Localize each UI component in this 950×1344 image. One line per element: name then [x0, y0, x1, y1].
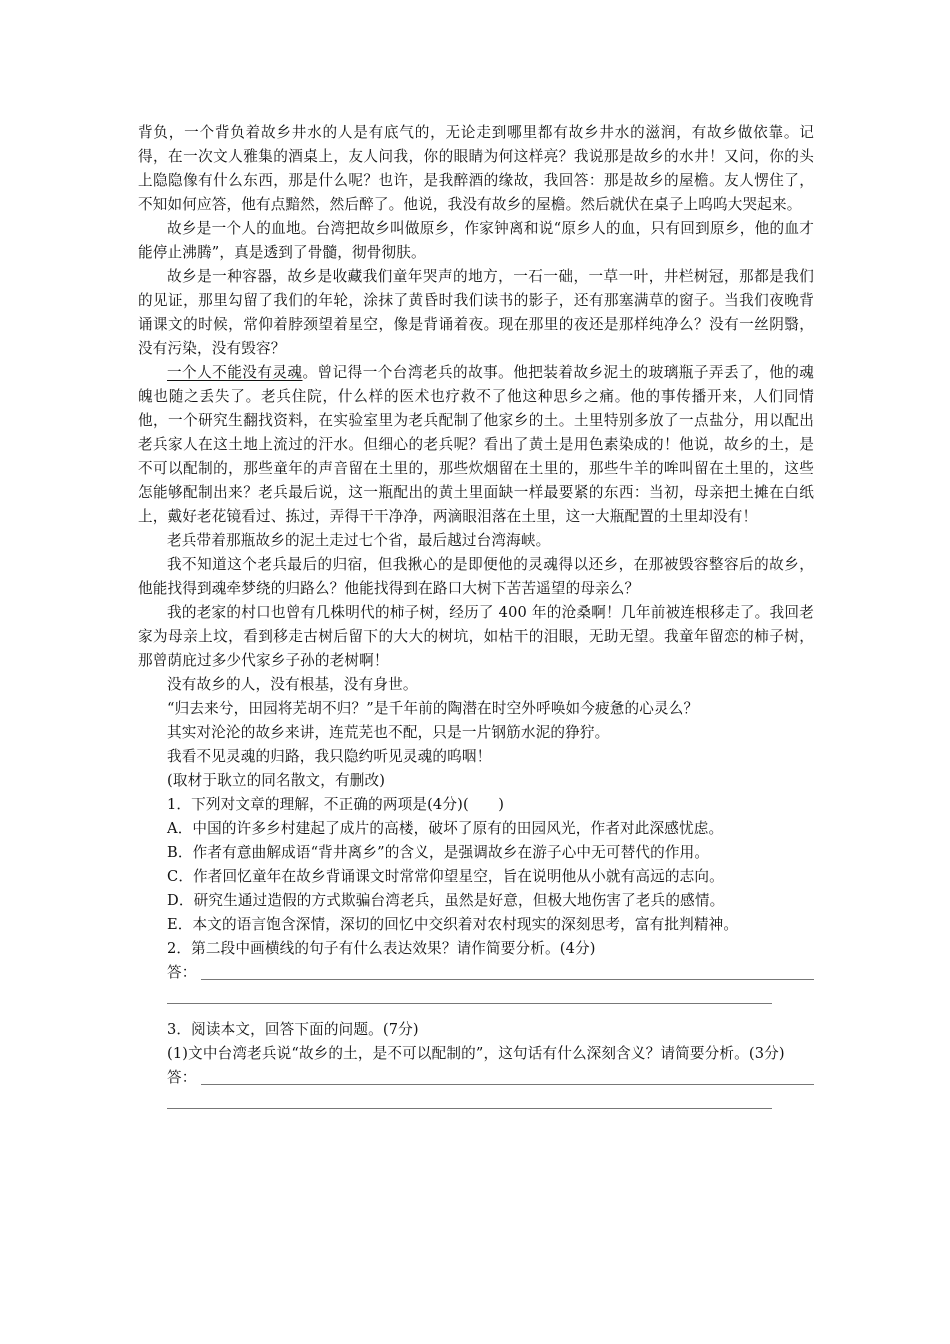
paragraph-10: 其实对沦沦的故乡来讲，连荒芜也不配，只是一片钢筋水泥的狰狞。	[167, 724, 610, 741]
paragraph-1: 背负，一个背负着故乡井水的人是有底气的，无论走到哪里都有故乡井水的滋润，有故乡做依靠。记得，在一次文人雅集的酒桌上，友人问我，你的眼睛为何这样亮？我说那是故乡的水井！又问，你的头上隐隐像有什么东西，那是什么呢？也许，是我醉酒的缘故，我回答：那是故乡的屋檐。友人愣住了，不知如何应答，他有点黯然，然后醉了。他说，我没有故乡的屋檐。然后就伏在桌子上呜呜大哭起来。	[138, 124, 814, 213]
answer-label: 答：	[167, 964, 197, 981]
paragraph-3: 故乡是一种容器，故乡是收藏我们童年哭声的地方，一石一础，一草一叶，井栏树冠，那都是我们的见证，那里勾留了我们的年轮，涂抹了黄昏时我们读书的影子，还有那塞满草的窗子。当我们夜晚背诵课文的时候，常仰着脖颈望着星空，像是背诵着夜。现在那里的夜还是那样纯净么？没有一丝阴翳，没有污染，没有毁容？	[138, 268, 814, 357]
document-content	[138, 121, 814, 1117]
paragraph-6: 我不知道这个老兵最后的归宿，但我揪心的是即便他的灵魂得以还乡，在那被毁容整容后的故乡，他能找得到魂牵梦绕的归路么？他能找得到在路口大树下苦苦遥望的母亲么？	[138, 556, 814, 597]
question-1-option-c: C．作者回忆童年在故乡背诵课文时常常仰望星空，旨在说明他从小就有高远的志向。	[167, 868, 724, 885]
question-2-stem: 2．第二段中画横线的句子有什么表达效果？请作简要分析。(4分)	[167, 940, 596, 957]
answer-line	[167, 1090, 772, 1109]
answer-line	[201, 1084, 815, 1085]
paragraph-4	[138, 361, 814, 529]
paragraph-11: 我看不见灵魂的归路，我只隐约听见灵魂的呜咽！	[167, 748, 492, 765]
answer-line	[201, 979, 815, 980]
paragraph-2: 故乡是一个人的血地。台湾把故乡叫做原乡，作家钟离和说“原乡人的血，只有回到原乡，他的血才能停止沸腾”，真是透到了骨髓，彻骨彻肤。	[138, 220, 814, 261]
paragraph-5: 老兵带着那瓶故乡的泥土走过七个省，最后越过台湾海峡。	[167, 532, 551, 549]
question-1-option-b: B．作者有意曲解成语“背井离乡”的含义，是强调故乡在游子心中无可替代的作用。	[167, 844, 710, 861]
question-1-option-e: E．本文的语言饱含深情，深切的回忆中交织着对农村现实的深刻思考，富有批判精神。	[167, 916, 739, 933]
paragraph-8: 没有故乡的人，没有根基，没有身世。	[167, 676, 418, 693]
question-3-stem: 3．阅读本文，回答下面的问题。(7分)	[167, 1021, 419, 1038]
question-1-option-d: D．研究生通过造假的方式欺骗台湾老兵，虽然是好意，但极大地伤害了老兵的感情。	[167, 892, 725, 909]
question-3-answer-area[interactable]	[138, 1066, 814, 1090]
underlined-sentence: 一个人不能没有灵魂	[167, 364, 303, 381]
paragraph-7: 我的老家的村口也曾有几株明代的柿子树，经历了 400 年的沧桑啊！几年前被连根移走了。我回老家为母亲上坟，看到移走古树后留下的大大的树坑，如枯干的泪眼，无助无望。我童年留恋的柿子树，那曾荫庇过多少代家乡子孙的老树啊！	[138, 604, 814, 669]
question-2-answer-area[interactable]	[138, 961, 814, 985]
question-3-sub-1: (1)文中台湾老兵说“故乡的土，是不可以配制的”，这句话有什么深刻含义？请简要分析。(3分)	[167, 1045, 785, 1062]
answer-label: 答：	[167, 1069, 197, 1086]
question-1-option-a: A．中国的许多乡村建起了成片的高楼，破坏了原有的田园风光，作者对此深感忧虑。	[167, 820, 724, 837]
source-note: (取材于耿立的同名散文，有删改)	[167, 772, 386, 789]
answer-line	[167, 985, 772, 1004]
paragraph-9: “归去来兮，田园将芜胡不归？”是千年前的陶潜在时空外呼唤如今疲惫的心灵么？	[167, 700, 699, 717]
question-1-stem: 1．下列对文章的理解，不正确的两项是(4分)( )	[167, 796, 505, 813]
paragraph-4-text: 。曾记得一个台湾老兵的故事。他把装着故乡泥土的玻璃瓶子弄丢了，他的魂魄也随之丢失了。老兵住院，什么样的医术也疗救不了他这种思乡之痛。他的事传播开来，人们同情他，一个研究生翻找资料，在实验室里为老兵配制了他家乡的土。土里特别多放了一点盐分，用以配出老兵家人在这土地上流过的汗水。但细心的老兵呢？看出了黄土是用色素染成的！他说，故乡的土，是不可以配制的，那些童年的声音留在土里的，那些炊烟留在土里的，那些牛羊的哞叫留在土里的，这些怎能够配制出来？老兵最后说，这一瓶配出的黄土里面缺一样最要紧的东西：当初，母亲把土摊在白纸上，戴好老花镜看过、拣过，弄得干干净净，两滴眼泪落在土里，这一大瓶配置的土里却没有！	[138, 364, 814, 525]
